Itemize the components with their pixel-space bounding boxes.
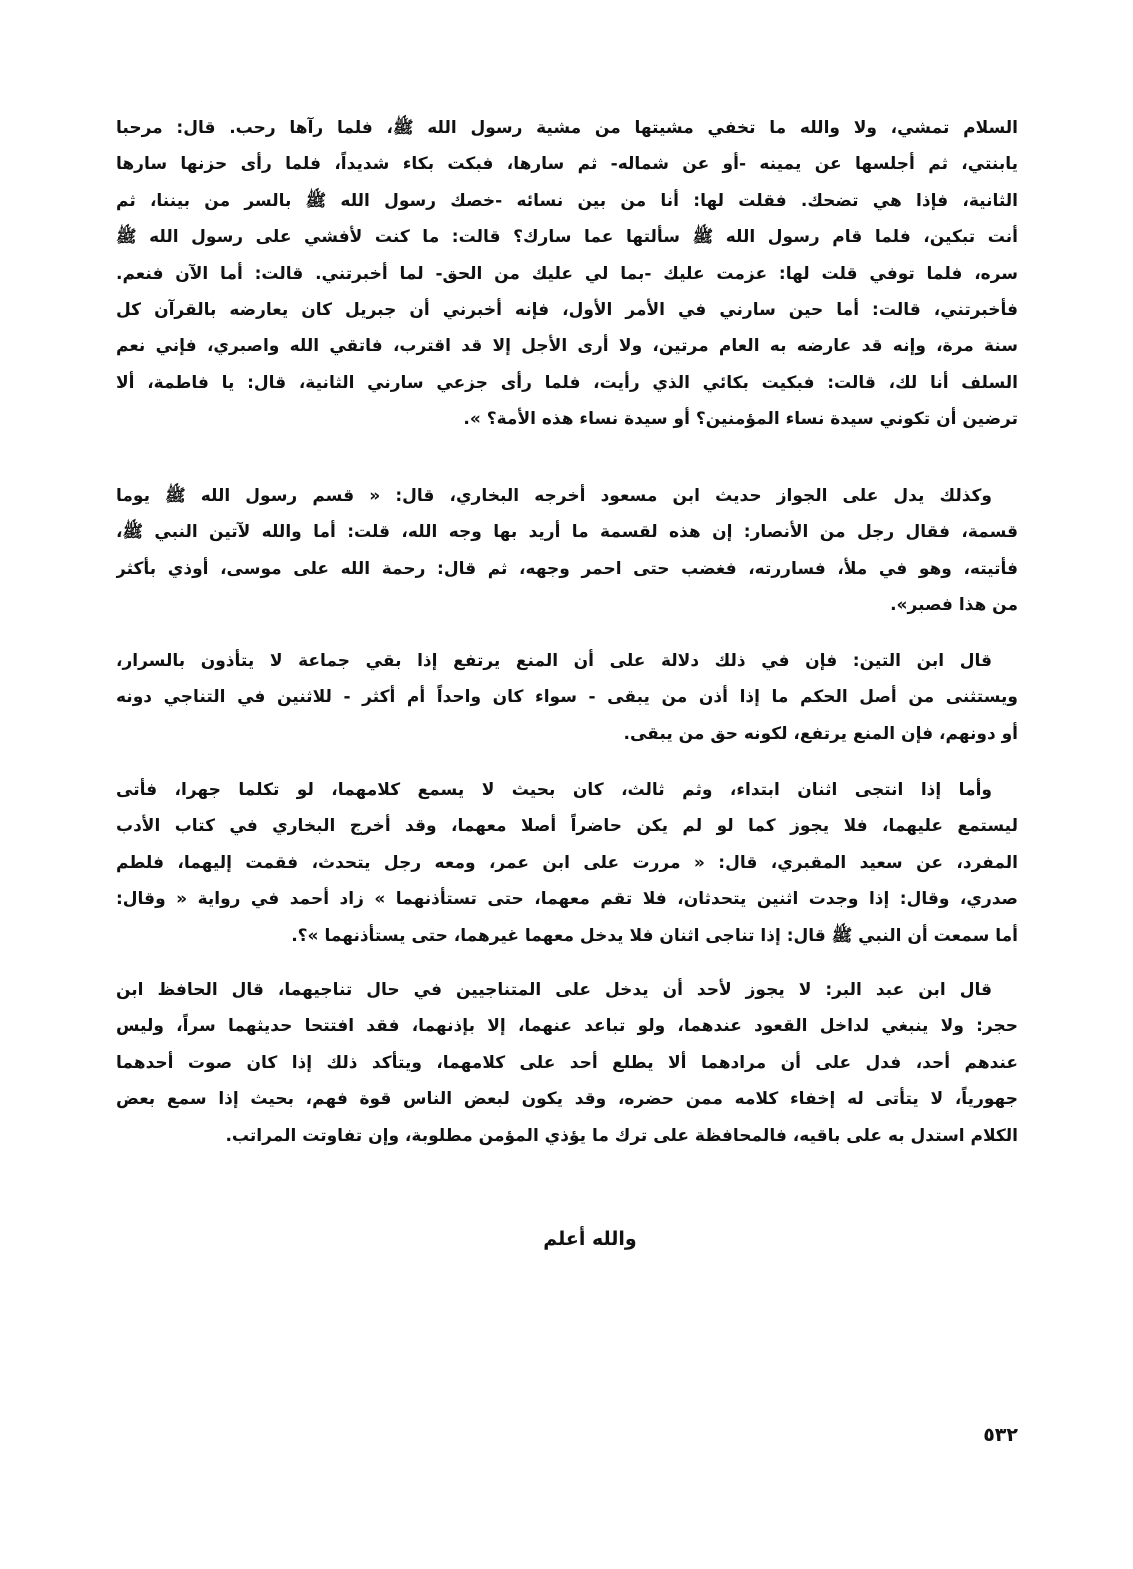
paragraph-line: وكذلك يدل على الجواز حديث ابن مسعود أخرجه البخاري، قال: « قسم رسول الله ﷺ يوما [116, 486, 992, 506]
paragraph-line: الكلام استدل به على باقيه، فالمحافظة على ترك ما يؤذي المؤمن مطلوبة، وإن تفاوتت المراتب. [225, 1125, 1018, 1146]
paragraph-line: السلف أنا لك، قالت: فبكيت بكائي الذي رأيت، فلما رأى جزعي سارني الثانية، قال: يا فاطمة، ألا [116, 372, 1018, 393]
paragraph-line: حجر: ولا ينبغي لداخل القعود عندهما، ولو تباعد عنهما، إلا بإذنهما، فقد افتتحا حديثهما سراً، وليس [116, 1016, 1018, 1037]
paragraph-line: عندهم أحد، فدل على أن مرادهما ألا يطلع أحد على كلامهما، ويتأكد ذلك إذا كان صوت أحدهما [116, 1052, 1018, 1073]
paragraph-line: فأتيته، وهو في ملأ، فساررته، فغضب حتى احمر وجهه، ثم قال: رحمة الله على موسى، أوذي بأكثر [116, 558, 1018, 579]
page-number: ٥٣٢ [983, 1424, 1018, 1446]
paragraph-line: وأما إذا انتجى اثنان ابتداء، وثم ثالث، كان بحيث لا يسمع كلامهما، لو تكلما جهرا، فأتى [116, 780, 992, 800]
paragraph-line: قسمة، فقال رجل من الأنصار: إن هذه لقسمة ما أريد بها وجه الله، قلت: أما والله لآتين النبي ﷺ، [116, 522, 1018, 543]
paragraph-line: من هذا فصبر». [890, 595, 1018, 616]
paragraph-line: الثانية، فإذا هي تضحك. فقلت لها: أنا من بين نسائه -خصك رسول الله ﷺ بالسر من بيننا، ثم [116, 190, 1018, 211]
paragraph-line: ترضين أن تكوني سيدة نساء المؤمنين؟ أو سيدة نساء هذه الأمة؟ ». [463, 409, 1018, 430]
paragraph-line: أنت تبكين، فلما قام رسول الله ﷺ سألتها عما سارك؟ قالت: ما كنت لأفشي على رسول الله ﷺ [116, 227, 1018, 248]
paragraph-line: سره، فلما توفي قلت لها: عزمت عليك -بما لي عليك من الحق- لما أخبرتني. قالت: أما الآن فنعم. [116, 263, 1018, 284]
paragraph-line: قال ابن عبد البر: لا يجوز لأحد أن يدخل على المتناجيين في حال تناجيهما، قال الحافظ ابن [116, 980, 992, 1000]
paragraph-line: ويستثنى من أصل الحكم ما إذا أذن من يبقى - سواء كان واحداً أم أكثر - للاثنين في التناجي دونه [116, 687, 1018, 708]
paragraph-line: فأخبرتني، قالت: أما حين سارني في الأمر الأول، فإنه أخبرني أن جبريل كان يعارضه بالقرآن كل [116, 300, 1018, 320]
paragraph-line: جهورياً، لا يتأتى له إخفاء كلامه ممن حضره، وقد يكون لبعض الناس قوة فهم، بحيث إذا سمع بعض [116, 1089, 1018, 1110]
paragraph-line: ليستمع عليهما، فلا يجوز كما لو لم يكن حاضراً أصلا معهما، وقد أخرج البخاري في كتاب الأدب [116, 816, 1018, 837]
paragraph-line: السلام تمشي، ولا والله ما تخفي مشيتها من مشية رسول الله ﷺ، فلما رآها رحب. قال: مرحبا [116, 118, 1018, 138]
paragraph-line: أو دونهم، فإن المنع يرتفع، لكونه حق من يبقى. [623, 723, 1018, 744]
paragraph-line: سنة مرة، وإنه قد عارضه به العام مرتين، ولا أرى الأجل إلا قد اقترب، فاتقي الله واصبري، فإني نعم [116, 336, 1018, 357]
paragraph-line: قال ابن التين: فإن في ذلك دلالة على أن المنع يرتفع إذا بقي جماعة لا يتأذون بالسرار، [116, 651, 992, 671]
paragraph-line: المفرد، عن سعيد المقبري، قال: « مررت على ابن عمر، ومعه رجل يتحدث، فقمت إليهما، فلطم [116, 852, 1018, 873]
paragraph-line: صدري، وقال: إذا وجدت اثنين يتحدثان، فلا تقم معهما، حتى تستأذنهما » زاد أحمد في رواية « وقال: [116, 889, 1018, 910]
paragraph-line: يابنتي، ثم أجلسها عن يمينه -أو عن شماله- ثم سارها، فبكت بكاء شديداً، فلما رأى حزنها سارها [116, 154, 1018, 175]
closing-phrase: والله أعلم [543, 1228, 637, 1250]
paragraph-line: أما سمعت أن النبي ﷺ قال: إذا تناجى اثنان فلا يدخل معهما غيرهما، حتى يستأذنهما »؟. [291, 925, 1018, 946]
